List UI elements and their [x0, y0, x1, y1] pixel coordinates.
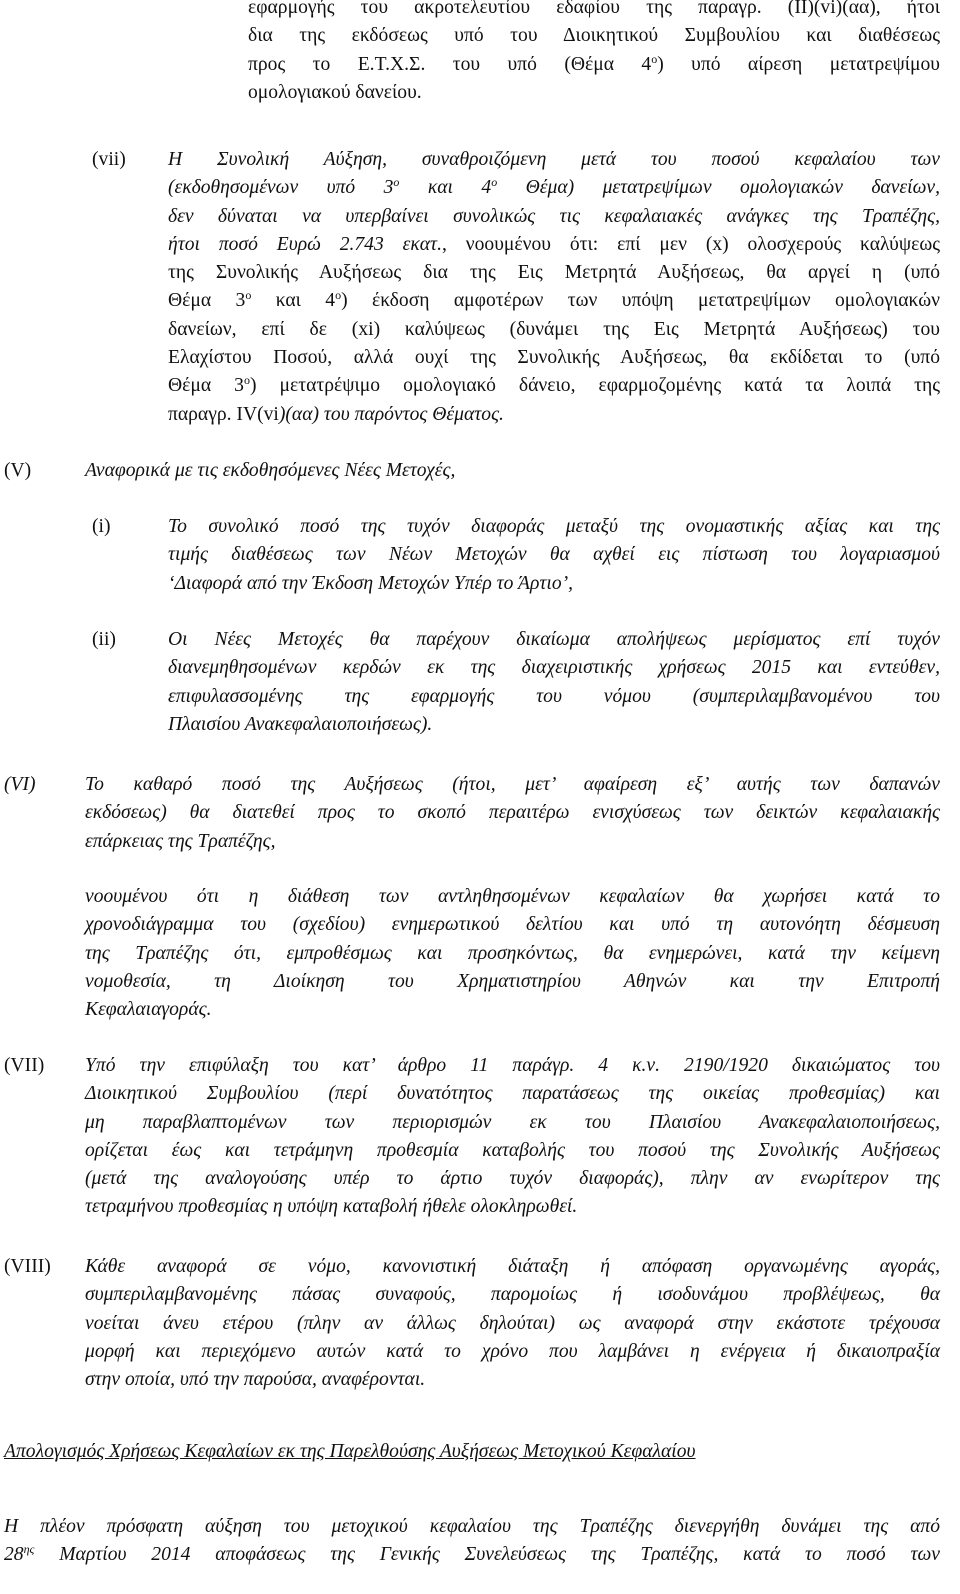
text-line: συμπεριλαμβανομένης πάσας συναφούς, παρομοίως ή ισοδυνάμου προβλέψεως, θα	[85, 1284, 940, 1306]
text-line: Ελαχίστου Ποσού, αλλά ουχί της Συνολικής Αυξήσεως, θα εκδίδεται το (υπό	[168, 347, 940, 369]
item-label-vii: (vii)	[92, 149, 126, 170]
item-label-v-ii: (ii)	[92, 629, 116, 650]
paragraph-vi-proviso	[85, 883, 940, 1024]
text-line: διανεμηθησομένων κερδών εκ της διαχειριστικής χρήσεως 2015 και εντεύθεν,	[168, 657, 940, 679]
text-line: τετραμήνου προθεσμίας η υπόψη καταβολή ήθελε ολοκληρωθεί.	[85, 1196, 578, 1218]
paragraph-final	[4, 1513, 940, 1570]
text-line: Η πλέον πρόσφατη αύξηση του μετοχικού κεφαλαίου της Τραπέζης διενεργήθη δυνάμει της από	[4, 1516, 940, 1537]
text-line: Θέμα $3^o$ και $4^o$) έκδοση αμφοτέρων των υπόψη μετατρεψίμων ομολογιακών	[168, 288, 940, 312]
text-line: Κεφαλαιαγοράς.	[85, 999, 212, 1021]
text-line: μη παραβλαπτομένων των περιορισμών εκ του Πλαισίου Ανακεφαλαιοποιήσεως,	[85, 1111, 940, 1133]
text-line: δεν δύναται να υπερβαίνει συνολικώς τις κεφαλαιακές ανάγκες της Τραπέζης,	[168, 205, 940, 227]
item-label-vi: (VI)	[4, 774, 36, 795]
text-line: $28^{\eta\varsigma}$ Μαρτίου 2014 αποφάσεως της Γενικής Συνελεύσεως της Τραπέζης, κατά το ποσό των	[4, 1542, 940, 1566]
text-line: δανείων, επί δε (xi) καλύψεως (δυνάμει της Εις Μετρητά Αυξήσεως) του	[168, 318, 940, 340]
text-line: εκδόσεως) θα διατεθεί προς το σκοπό περαιτέρω ενισχύσεως των δεικτών κεφαλαιακής	[85, 802, 940, 824]
text-line: νοουμένου ότι η διάθεση των αντληθησομένων κεφαλαίων θα χωρήσει κατά το	[85, 886, 940, 907]
section-heading: Απολογισμός Χρήσεως Κεφαλαίων εκ της Παρελθούσης Αυξήσεως Μετοχικού Κεφαλαίου	[4, 1441, 696, 1462]
paragraph-v-i	[168, 513, 940, 598]
text-line: Διοικητικού Συμβουλίου (περί δυνατότητος παρατάσεως της οικείας προθεσμίας) και	[85, 1083, 940, 1105]
text-line: νοείται άνευ ετέρου (πλην αν άλλως δηλούται) ως αναφορά στην εκάστοτε τρέχουσα	[85, 1312, 940, 1334]
text-line: προς το Ε.Τ.Χ.Σ. του υπό (Θέμα $4^o$) υπό αίρεση μετατρεψίμου	[248, 51, 940, 75]
paragraph-v-ii	[168, 626, 940, 739]
item-label-v: (V)	[4, 460, 32, 481]
text-line: Πλαισίου Ανακεφαλαιοποιήσεως).	[168, 713, 433, 735]
text-line: εφαρμογής του ακροτελευτίου εδαφίου της παραγρ. (ΙΙ)(vi)(αα), ήτοι	[248, 0, 940, 18]
text-line: Το συνολικό ποσό της τυχόν διαφοράς μεταξύ της ονομαστικής αξίας και της	[168, 516, 940, 537]
text-line: (μετά της αναλογούσης υπέρ το άρτιο τυχόν διαφοράς), πλην αν ενωρίτερον της	[85, 1168, 940, 1190]
paragraph-vi	[85, 771, 940, 856]
paragraph-viii	[85, 1253, 940, 1394]
text-line: παραγρ. IV(vi)(αα) του παρόντος Θέματος.	[168, 403, 504, 425]
text-line: (εκδοθησομένων υπό $3^o$ και $4^o$ Θέμα) μετατρεψίμων ομολογιακών δανείων,	[168, 175, 941, 199]
text-line: νομοθεσία, τη Διοίκηση του Χρηματιστηρίου Αθηνών και την Επιτροπή	[85, 970, 940, 992]
text-line: Η Συνολική Αύξηση, συναθροιζόμενη μετά του ποσού κεφαλαίου των	[168, 149, 940, 170]
text-line: χρονοδιάγραμμα του (σχεδίου) ενημερωτικού δελτίου και υπό τη αυτονόητη δέσμευση	[85, 914, 940, 936]
text-line: ήτοι ποσό Ευρώ 2.743 εκατ., νοουμένου ότι: επί μεν (x) ολοσχερούς καλύψεως	[168, 233, 940, 255]
item-label-viii: (VIII)	[4, 1256, 51, 1277]
text-line: ορίζεται έως και τετράμηνη προθεσμία καταβολής του ποσού της Συνολικής Αυξήσεως	[85, 1139, 940, 1161]
item-label-vii-upper: (VΙI)	[4, 1055, 45, 1076]
text-line: τιμής διαθέσεως των Νέων Μετοχών θα αχθεί εις πίστωση του λογαριασμού	[168, 544, 940, 566]
text-line: μορφή και περιεχόμενο αυτών κατά το χρόνο που λαμβάνει η ενέργεια ή δικαιοπραξία	[85, 1340, 940, 1362]
text-line: Το καθαρό ποσό της Αυξήσεως (ήτοι, μετ’ αφαίρεση εξ’ αυτής των δαπανών	[85, 774, 940, 795]
paragraph-vii-upper	[85, 1052, 940, 1222]
text-line: Κάθε αναφορά σε νόμο, κανονιστική διάταξη ή απόφαση οργανωμένης αγοράς,	[85, 1256, 940, 1277]
paragraph-v: Αναφορικά με τις εκδοθησόμενες Νέες Μετοχές,	[85, 460, 456, 481]
text-line: Θέμα $3^o$) μετατρέψιμο ομολογιακό δάνειο, εφαρμοζομένης κατά τα λοιπά της	[168, 373, 940, 397]
text-line: στην οποία, υπό την παρούσα, αναφέρονται.	[85, 1369, 426, 1391]
paragraph-vii	[168, 146, 940, 429]
text-line: Υπό την επιφύλαξη του κατ’ άρθρο 11 παράγρ. 4 κ.ν. 2190/1920 δικαιώματος του	[85, 1055, 940, 1076]
text-line: επάρκειας της Τραπέζης,	[85, 830, 276, 852]
text-line: της Συνολικής Αυξήσεως δια της Εις Μετρητά Αυξήσεως, θα αργεί η (υπό	[168, 262, 940, 284]
item-label-v-i: (i)	[92, 516, 111, 537]
text-line: της Τραπέζης ότι, εμπροθέσμως και προσηκόντως, θα ενημερώνει, κατά την κείμενη	[85, 942, 940, 964]
text-line: δια της εκδόσεως υπό του Διοικητικού Συμβουλίου και διαθέσεως	[248, 25, 940, 47]
text-line: ‘Διαφορά από την Έκδοση Μετοχών Υπέρ το Άρτιο’,	[168, 572, 574, 594]
text-line: ομολογιακού δανείου.	[248, 81, 422, 103]
text-line: επιφυλασσομένης της εφαρμογής του νόμου (συμπεριλαμβανομένου του	[168, 685, 940, 707]
continuation-paragraph	[248, 0, 940, 107]
text-line: Οι Νέες Μετοχές θα παρέχουν δικαίωμα απολήψεως μερίσματος επί τυχόν	[168, 629, 940, 650]
